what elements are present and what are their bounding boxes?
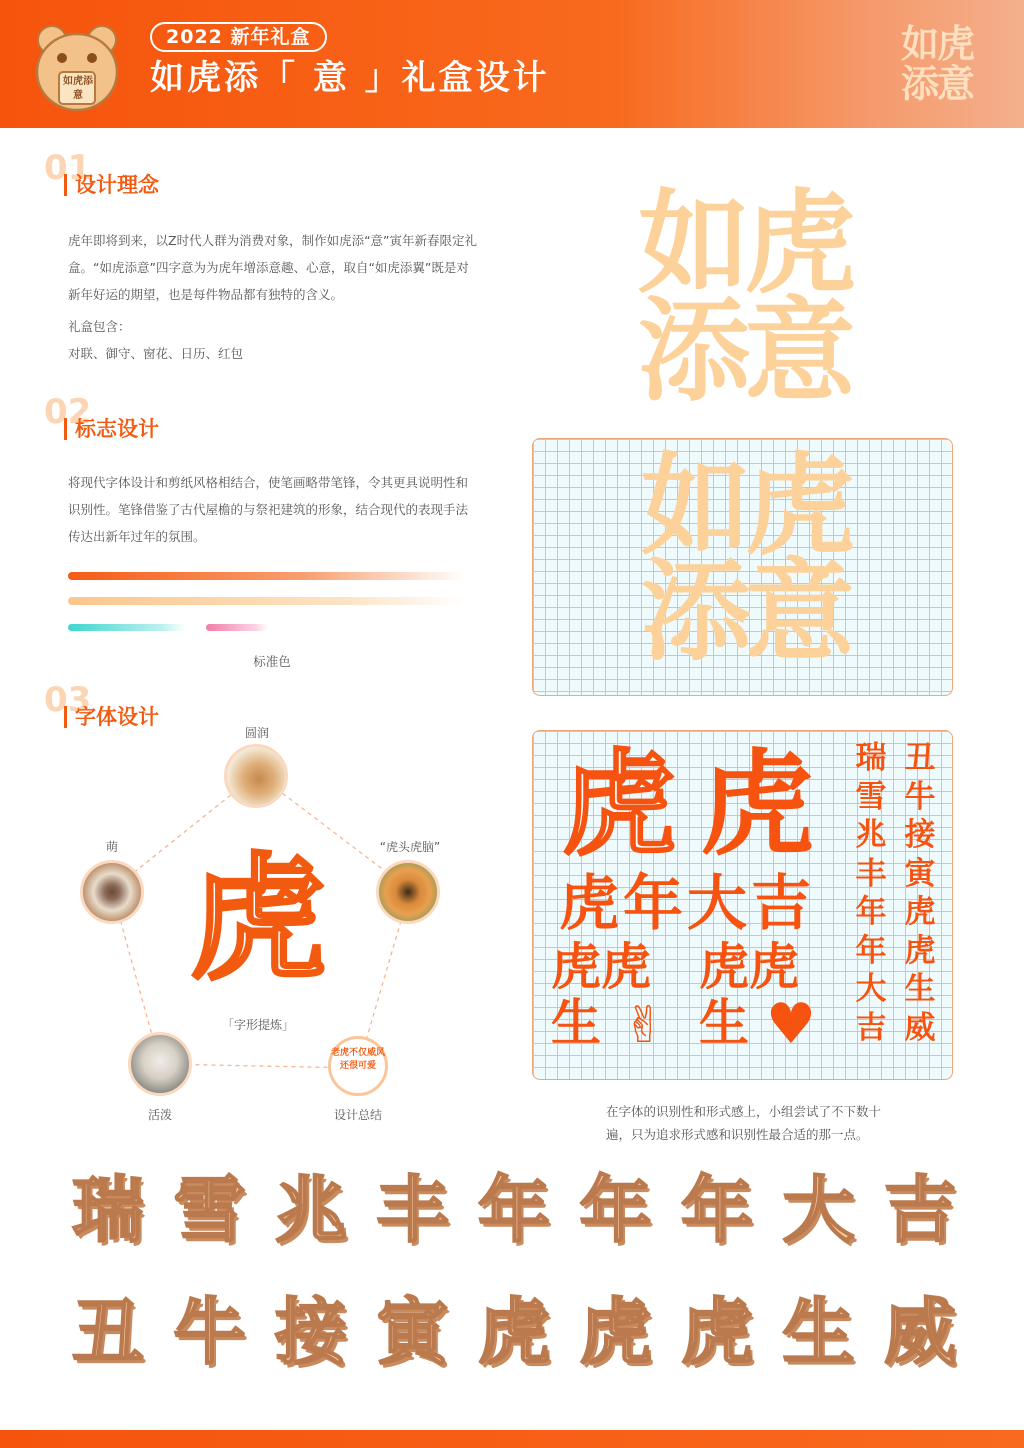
phrase-block-a: 虎虎生 [551, 938, 651, 1052]
char-tile: 雪 [173, 1168, 246, 1252]
contents-list: 对联、御守、窗花、日历、红包 [68, 346, 244, 361]
center-tiger-outline-glyph: 虎 [190, 841, 326, 999]
char-tile: 大 [782, 1168, 855, 1252]
bottom-character-row-2 [64, 1288, 964, 1376]
logo-paragraph: 将现代字体设计和剪纸风格相结合，使笔画略带笔锋，令其更具说明性和识别性。笔锋借鉴了古代屋檐的与祭祀建筑的形象，结合现代的表现手法传达出新年过年的氛围。 [68, 475, 469, 544]
char-tile: 瑞 [71, 1168, 144, 1252]
char-tile: 牛 [173, 1290, 246, 1374]
char-tile: 年 [579, 1168, 652, 1252]
char-tile: 虎 [680, 1290, 753, 1374]
logo-grid-panel [532, 438, 953, 696]
header-brand-logo: 如虎添意 [900, 22, 973, 106]
vertical-column-right: 丑牛接寅虎虎生威 [904, 740, 936, 1046]
tiger-face-photo [376, 860, 440, 924]
pentagon-bottom-right-label: 设计总结 [333, 1108, 382, 1122]
char-tile: 生 [782, 1290, 855, 1374]
summary-circle: 老虎不仅威风还很可爱 [328, 1036, 388, 1096]
section-title-concept: 设计理念 [64, 174, 159, 196]
tiger-cub-photo [224, 744, 288, 808]
char-tile: 年 [680, 1168, 753, 1252]
section-number-02: 02 [44, 392, 92, 432]
peace-hand-icon: ✌ [623, 996, 665, 1054]
phrase-block-b: 虎虎生 [699, 938, 799, 1052]
char-tile: 虎 [579, 1290, 652, 1374]
font-caption: 在字体的识别性和形式感上，小组尝试了不下数十遍，只为追求形式感和识别性最合适的那一点。 [606, 1104, 882, 1142]
brand-logo-on-grid: 如虎添意 [641, 442, 849, 676]
pentagon-left-label: 萌 [105, 840, 118, 854]
char-tile: 虎 [477, 1290, 550, 1374]
section-number-01: 01 [44, 148, 92, 188]
bottom-character-row-1 [64, 1166, 964, 1254]
footer-bar [0, 1430, 1024, 1448]
char-tile: 丰 [376, 1168, 449, 1252]
year-badge: 2022 新年礼盒 [150, 22, 327, 52]
phrase-hunian-daji: 虎年大吉 [559, 869, 815, 939]
char-tile: 丑 [71, 1290, 144, 1374]
font-showcase-panel [532, 730, 953, 1080]
contents-label: 礼盒包含： [68, 319, 131, 334]
char-tile: 吉 [883, 1168, 956, 1252]
section-title-logo: 标志设计 [64, 418, 159, 440]
tiger-paw-photo [80, 860, 144, 924]
pentagon-top-label: 圆润 [244, 726, 269, 740]
vertical-column-left: 瑞雪兆丰年年大吉 [855, 740, 887, 1046]
pentagon-bottom-left-label: 活泼 [147, 1108, 172, 1122]
char-tile: 兆 [274, 1168, 347, 1252]
white-tiger-photo [128, 1032, 192, 1096]
char-tile: 接 [274, 1290, 347, 1374]
tiger-solid-glyph: 虎 [699, 738, 814, 871]
standard-color-label: 标准色 [253, 654, 291, 669]
heart-icon: ♥ [765, 992, 817, 1057]
concept-paragraph: 虎年即将到来，以Z时代人群为消费对象，制作如虎添“意”寅年新春限定礼盒。“如虎添意”四字意为为虎年增添意趣、心意，取自“如虎添翼”既是对新年好运的期望，也是每件物品都有独特的含义。 [68, 233, 478, 302]
char-tile: 寅 [376, 1290, 449, 1374]
tiger-outline-glyph: 虎 [561, 738, 676, 871]
section-number-03: 03 [44, 680, 92, 720]
mascot-stamp-text: 如虎添意 [63, 76, 93, 101]
section-title-font: 字体设计 [64, 706, 159, 728]
brand-logo-large: 如虎添意 [638, 179, 850, 417]
char-tile: 年 [477, 1168, 550, 1252]
char-tile: 威 [883, 1290, 956, 1374]
page-title: 如虎添「 意 」礼盒设计 [150, 58, 550, 98]
pentagon-right-label: “虎头虎脑” [379, 840, 441, 854]
center-glyph-label: 「字形提炼」 [221, 1018, 294, 1032]
